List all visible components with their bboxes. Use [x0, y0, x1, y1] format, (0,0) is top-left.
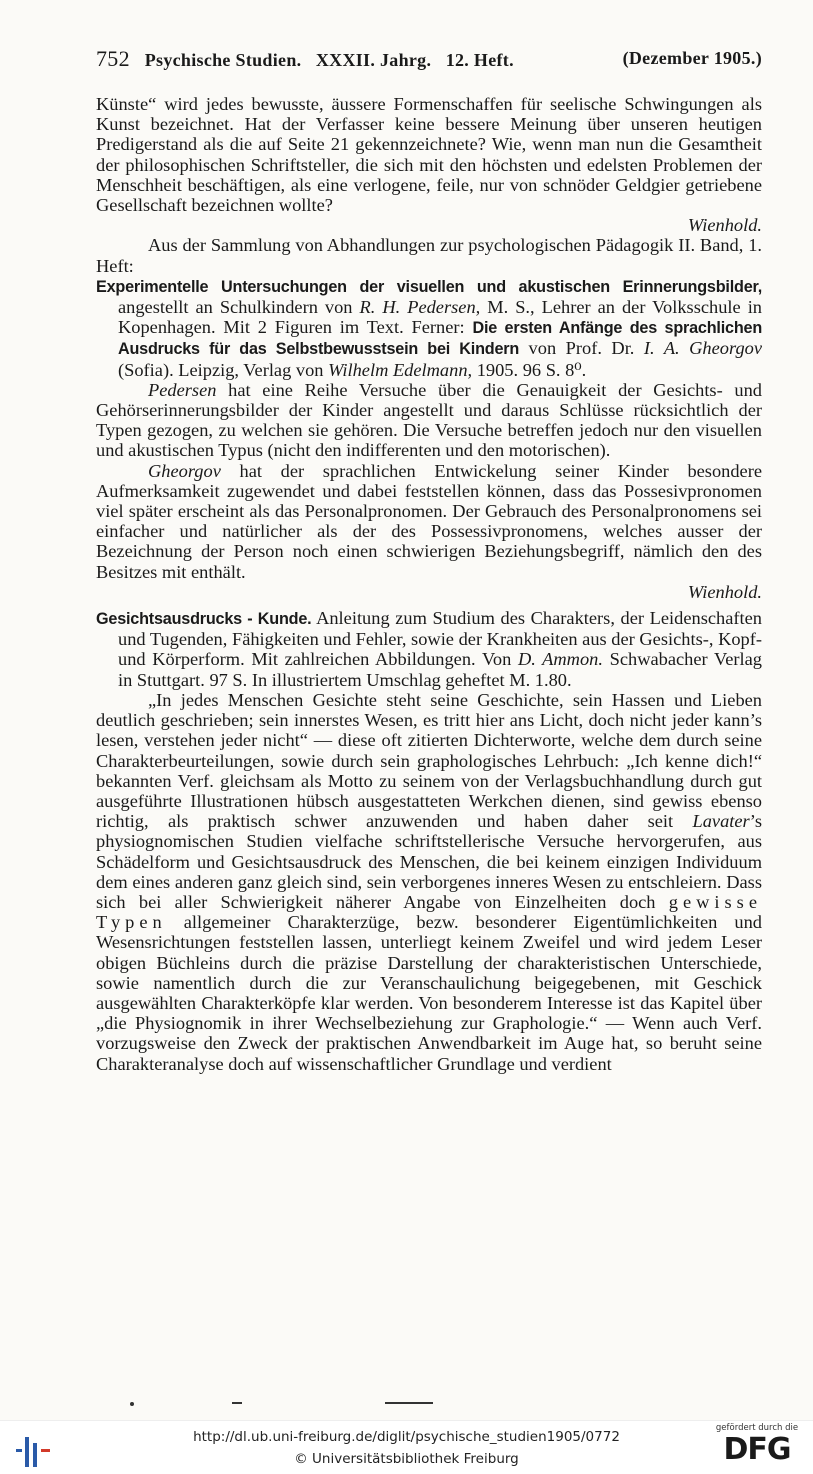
- page-body: [96, 94, 762, 1074]
- paragraph-3: [96, 380, 762, 461]
- entry-author: I. A. Gheorgov: [643, 338, 763, 359]
- entry-title: Die ersten Anfänge des sprachlichen Ausdrucks für das Selbstbewusstsein bei Kindern: [118, 319, 763, 359]
- printer-dash: [232, 1402, 242, 1404]
- paragraph-5-text: allgemeiner Charakterzüge, bezw. besonderer Eigentümlichkeiten und Wesensrichtungen feststellen lassen, unterliegt keinem Zweifel und wird jedem Leser obigen Büchleins durch die präzise Darstellung der charakteristischen Unterschiede, sowie namentlich durch die zur Veranschaulichung beigegebenen, mit Geschick ausgewählten Charakterköpfe klar werden. Von besonderem Interesse ist das Kapitel über „die Physiognomik in ihrer Wechselbeziehung zur Graphologie.“ — Wenn auch Verf. vorzugsweise den Zweck der praktischen Anwendbarkeit im Auge hat, so beruht seine Charakteranalyse doch auf wissenschaftlicher Grundlage und verdient: [96, 912, 762, 1074]
- entry-author: R. H. Pedersen,: [359, 297, 481, 318]
- issue-date: (Dezember 1905.): [622, 48, 762, 68]
- entry-text: angestellt an Schulkindern von: [118, 297, 360, 318]
- paragraph-4-text: hat der sprachlichen Entwickelung seiner Kinder besondere Aufmerksamkeit zugewendet und dabei feststellen können, dass das Possesivpronomen viel später erscheint als das Personalpronomen. Der Gebrauch des Personalpronomens sei einfacher und natürlicher als der des Possessivpronomens, welches ausser der Bezeichnung der Person noch einen schwierigen Beziehungsbegriff, nämlich den des Besitzes mit enthält.: [96, 460, 762, 582]
- issue: 12. Heft.: [445, 50, 514, 70]
- printer-marks: [0, 1402, 813, 1412]
- bibliographic-entry-1: [96, 276, 762, 380]
- paragraph-1: [96, 94, 762, 235]
- signature: Wienhold.: [687, 581, 762, 602]
- running-header: [96, 46, 762, 76]
- printer-dot: [130, 1402, 134, 1406]
- spaced-emphasis: gewisse Typen: [96, 891, 762, 933]
- paragraph-5-text: „In jedes Menschen Gesichte steht seine Geschichte, sein Hassen und Lieben deutlich geschrieben; sein innerstes Wesen, es tritt hier ans Licht, doch nicht jeder kann’s lesen, verstehen jeder nicht“ — diese oft zitierten Dichterworte, welche dem durch seine Charakterbeurteilungen, sowie durch sein graphologisches Lehrbuch: „Ich kenne dich!“ bekannten Verf. gleichsam als Motto zu seinem von der Verlagsbuchhandlung durch gut ausgeführte Illustrationen hübsch ausgestatteten Werkchen dienen, sind gewiss ebenso richtig, als praktisch schwer anzuwenden und haben daher seit: [96, 689, 762, 832]
- dfg-wordmark: DFG: [723, 1432, 791, 1467]
- person-name: Pedersen: [148, 379, 217, 400]
- digital-library-footer: [0, 1420, 813, 1474]
- paragraph-1-text: Künste“ wird jedes bewusste, äussere Formenschaffen für seelische Schwingungen als Kunst bezeichnet. Hat der Verfasser keine bessere Meinung über unseren heutigen Predigerstand als die auf Seite 21 gekennzeichnete? Wie, wenn man nun die Gesamtheit der philosophischen Schriftsteller, die sich mit den höchsten und edelsten Problemen der Menschheit beschäftigen, als eine verlogene, feile, nur von schnöder Geldgier getriebene Gesellschaft bezeichnen wollte?: [96, 94, 762, 216]
- journal-title: Psychische Studien.: [144, 50, 302, 70]
- bibliographic-entry-2: [96, 608, 762, 690]
- printer-rule: [385, 1402, 433, 1404]
- entry-text: 1905. 96 S. 8⁰.: [472, 359, 587, 380]
- volume: XXXII. Jahrg.: [315, 50, 432, 70]
- signature: Wienhold.: [687, 215, 762, 236]
- paragraph-3-text: hat eine Reihe Versuche über die Genauigkeit der Gesichts- und Gehörserinnerungsbilder der Kinder angestellt und daraus Schlüsse rücksichtlich der Typen gezogen, zu welchen sie gehören. Die Versuche betreffen jedoch nur den visuellen und akustischen Typus (nicht den indifferenten und den motorischen).: [96, 379, 762, 461]
- dfg-logo: [711, 1423, 803, 1471]
- entry-text: Schwabacher Verlag in Stuttgart. 97 S. In illustriertem Umschlag geheftet M. 1.80.: [118, 649, 762, 690]
- person-name: Gheorgov: [148, 460, 221, 481]
- entry-title: Gesichtsausdrucks - Kunde.: [96, 610, 312, 629]
- entry-publisher: Wilhelm Edelmann,: [328, 359, 473, 380]
- paragraph-5: [96, 690, 762, 1074]
- entry-title: Experimentelle Untersuchungen der visuellen und akustischen Erinnerungsbilder,: [96, 277, 762, 296]
- permalink-url[interactable]: http://dl.ub.uni-freiburg.de/diglit/psychische_studien1905/0772: [193, 1429, 620, 1445]
- entry-author: D. Ammon.: [517, 649, 603, 670]
- paragraph-5-text: ’s physiognomischen Studien vielfache schriftstellerische Versuche hervorgerufen, aus Schädelform und Gesichtsausdruck des Menschen, die bei keinem einzigen Individuum dem eines anderen ganz gleich sind, sein verborgenes inneres Wesen zu entschleiern. Dass sich bei aller Schwierigkeit näherer Angabe von Einzelheiten doch: [96, 811, 762, 912]
- paragraph-4: [96, 461, 762, 602]
- entry-text: (Sofia). Leipzig, Verlag von: [118, 359, 329, 380]
- dfg-caption: gefördert durch die: [715, 1423, 799, 1433]
- paragraph-2: Aus der Sammlung von Abhandlungen zur psychologischen Pädagogik II. Band, 1. Heft:: [96, 235, 762, 276]
- person-name: Lavater: [692, 811, 750, 832]
- entry-text: Anleitung zum Studium des Charakters, der Leidenschaften und Tugenden, Fähigkeiten und Fehler, sowie der Krankheiten aus der Gesichts-, Kopf- und Körperform. Mit zahlreichen Abbildungen. Von: [118, 608, 762, 670]
- entry-text: M. S., Lehrer an der Volksschule in Kopenhagen. Mit 2 Figuren im Text. Ferner:: [118, 297, 762, 338]
- entry-text: von Prof. Dr.: [519, 338, 644, 359]
- copyright-notice: © Universitätsbibliothek Freiburg: [294, 1451, 519, 1467]
- page-number: 752: [96, 46, 130, 71]
